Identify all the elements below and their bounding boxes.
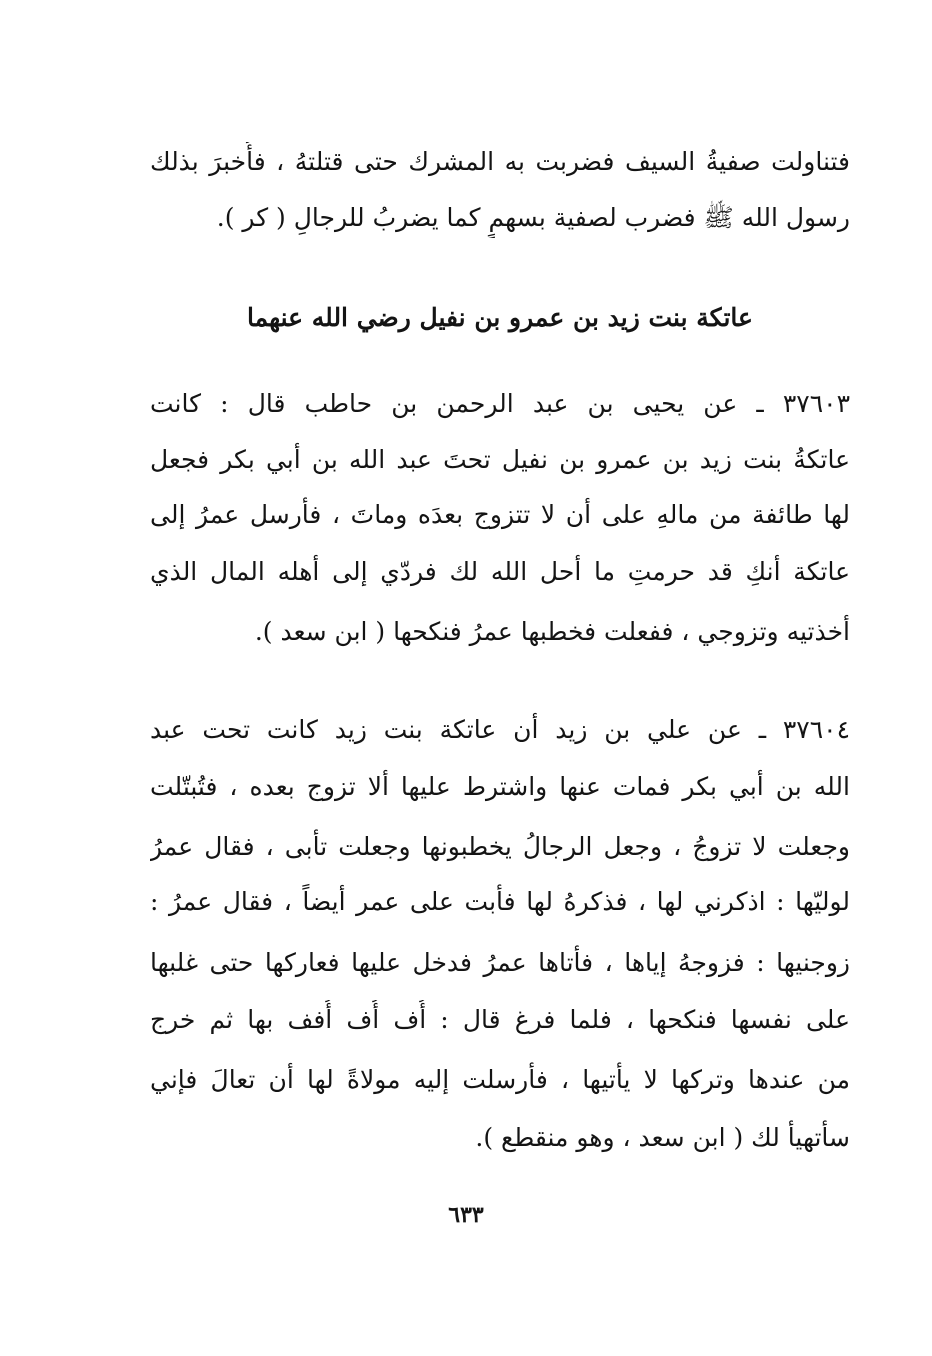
hadith-37603-line-4: عاتكة أنكِ قد حرمتِ ما أحل الله لك فردّي إلى أهله المال الذي xyxy=(150,557,850,586)
intro-line-1: فتناولت صفيةُ السيف فضربت به المشرك حتى قتلتهُ ، فأُخبرَ بذلك xyxy=(150,147,850,176)
hadith-37603-line-3: لها طائفة من مالهِ على أن لا تتزوج بعدَه وماتَ ، فأرسل عمرُ إلى xyxy=(150,500,850,529)
hadith-37603-line-1: ٣٧٦٠٣ ـ عن يحيى بن عبد الرحمن بن حاطب قال : كانت xyxy=(150,389,850,418)
hadith-37604-line-1: ٣٧٦٠٤ ـ عن علي بن زيد أن عاتكة بنت زيد كانت تحت عبد xyxy=(150,715,850,744)
hadith-37603-line-5: أخذتيه وتزوجي ، ففعلت فخطبها عمرُ فنكحها ( ابن سعد ). xyxy=(254,617,850,646)
hadith-37603-line-2: عاتكةُ بنت زيد بن عمرو بن نفيل تحتَ عبد الله بن أبي بكر فجعل xyxy=(150,445,850,474)
hadith-37604-line-2: الله بن أبي بكر فمات عنها واشترط عليها ألا تزوج بعده ، فتُبتّلت xyxy=(150,772,850,801)
hadith-37604-line-5: زوجنيها : فزوجهُ إياها ، فأتاها عمرُ فدخل عليها فعاركها حتى غلبها xyxy=(150,948,850,977)
hadith-37604-line-8: سأتهيأ لك ( ابن سعد ، وهو منقطع ). xyxy=(475,1123,850,1152)
hadith-37604-line-6: على نفسها فنكحها ، فلما فرغ قال : أُف أُف أُفف بها ثم خرج xyxy=(150,1005,850,1034)
hadith-37604-line-4: لوليّها : اذكرني لها ، فذكرهُ لها فأبت على عمر أيضاً ، فقال عمرُ : xyxy=(150,887,850,916)
intro-line-2: رسول الله ﷺ فضرب لصفية بسهمٍ كما يضربُ للرجالِ ( كر ). xyxy=(216,203,850,232)
page-number: ٦٣٣ xyxy=(448,1202,484,1228)
hadith-37604-line-7: من عندها وتركها لا يأتيها ، فأرسلت إليه مولاةً لها أن تعالَ فإني xyxy=(150,1065,850,1094)
section-heading: عاتكة بنت زيد بن عمرو بن نفيل رضي الله عنهما xyxy=(247,303,753,332)
hadith-37604-line-3: وجعلت لا تزوجُ ، وجعل الرجالُ يخطبونها وجعلت تأبى ، فقال عمرُ xyxy=(150,832,850,861)
